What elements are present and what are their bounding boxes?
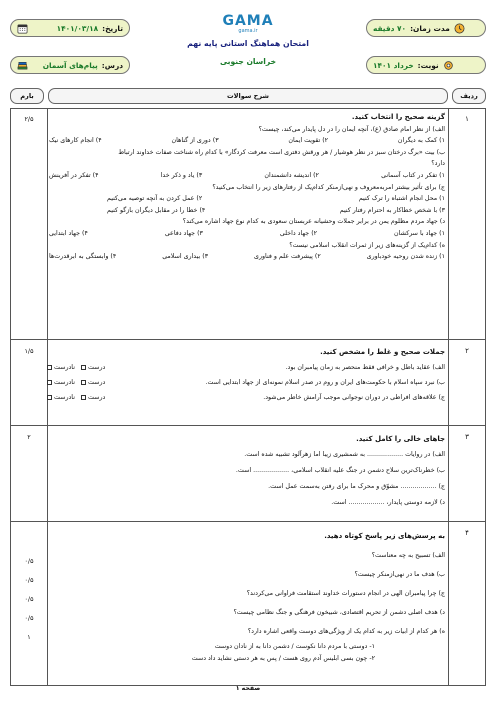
column-divider (448, 109, 449, 685)
question-title: جاهای خالی را کامل کنید. (356, 435, 445, 443)
false-label: نادرست (54, 394, 75, 401)
checkbox-icon[interactable] (47, 380, 52, 385)
session-value: خرداد ۱۴۰۱ (373, 60, 414, 70)
question-score: ۲ (27, 433, 31, 441)
option[interactable]: ۱) محل انجام اشتباه را ترک کنیم (358, 195, 445, 203)
date-label: تاریخ: (102, 23, 123, 33)
false-choice[interactable] (47, 360, 75, 375)
logo-subtext: gama.ir (238, 28, 258, 34)
true-label: درست (87, 364, 106, 371)
col-row-header: ردیف (452, 88, 486, 104)
short-answer-item[interactable]: د) هدف اصلی دشمن از تحریم اقتصادی، شبیخون فرهنگی و جنگ نظامی چیست؟ (233, 609, 445, 616)
true-choice[interactable] (81, 360, 105, 375)
question-score: ۰/۵ (24, 557, 34, 565)
option[interactable]: ۱) زنده شدن روحیه خودباوری (366, 253, 445, 261)
question-stem-continued: دارد؟ (431, 160, 445, 168)
options-row (47, 251, 445, 263)
checkbox-icon[interactable] (81, 395, 86, 400)
questions-table (10, 108, 486, 686)
options-row (47, 205, 445, 217)
true-false-item (47, 375, 445, 390)
question-score: ۱/۵ (24, 347, 34, 355)
col-score-header: بارم (10, 88, 44, 104)
option[interactable]: ۱) تفکر در کتاب آسمانی (381, 171, 445, 179)
question-number: ۳ (465, 433, 469, 441)
option[interactable]: ۳) جهاد دفاعی (164, 229, 203, 237)
question-number: ۴ (465, 529, 469, 537)
answer-choices (47, 375, 105, 390)
calendar-icon (17, 23, 28, 34)
session-label: نوبت: (417, 60, 439, 70)
checkbox-icon[interactable] (81, 365, 86, 370)
fill-blank-item[interactable]: د) لازمه دوستی پایدار، .................. است. (331, 499, 445, 506)
question-number: ۲ (465, 347, 469, 355)
short-answer-item[interactable]: ب) هدف ما در نهی‌ازمنکر چیست؟ (354, 571, 445, 578)
false-label: نادرست (54, 379, 75, 386)
fill-blank-item[interactable]: ب) خطرناک‌ترین سلاح دشمن در جنگ علیه انقلاب اسلامی، .................. است. (235, 467, 445, 474)
true-choice[interactable] (81, 375, 105, 390)
option[interactable]: ۲) جهاد داخلی (279, 229, 318, 237)
option[interactable]: ۴) وابستگی به ابرقدرت‌ها (49, 253, 117, 261)
true-choice[interactable] (81, 390, 105, 405)
short-answer-item[interactable]: الف) تسبیح به چه معناست؟ (371, 552, 445, 559)
gear-icon (443, 60, 454, 71)
question-3 (47, 431, 445, 511)
statement: ب) نبرد سپاه اسلام با حکومت‌های ایران و روم در صدر اسلام نمونه‌ای از جهاد ابتدایی است. (205, 379, 445, 386)
statement: ج) علاقه‌های افراطی در دوران نوجوانی موجب آرامش خاطر می‌شود. (263, 394, 445, 401)
row-divider (11, 339, 485, 340)
short-answer-item[interactable]: ج) چرا پیامبران الهی در انجام دستورات خداوند استقامت فراوانی می‌کردند؟ (246, 590, 445, 597)
verse: ۱- دوستی با مردم دانا نکوست / دشمن دانا به از نادان دوست (214, 643, 375, 650)
question-score: ۲/۵ (24, 115, 34, 123)
option[interactable]: ۴) انجام کارهای نیک (49, 137, 102, 145)
option[interactable]: ۱) کمک به دیگران (397, 137, 445, 145)
question-score: ۰/۵ (24, 595, 34, 603)
fill-blank-item[interactable]: الف) در روایات .................. به شمشیری زیبا اما زهرآلود تشبیه شده است. (244, 451, 445, 458)
table-header (10, 88, 486, 104)
true-label: درست (87, 379, 106, 386)
options-row (47, 135, 445, 147)
session-box (366, 56, 486, 74)
duration-value: ۷۰ دقیقه (373, 23, 407, 33)
subject-value: پیام‌های آسمان (42, 60, 98, 70)
duration-box (366, 19, 486, 37)
options-row (47, 193, 445, 205)
checkbox-icon[interactable] (47, 365, 52, 370)
question-4 (47, 527, 445, 665)
col-questions-header: شرح سوالات (48, 88, 448, 104)
verse: ۲- چون بسی ابلیس آدم روی هست / پس به هر دستی نشاید داد دست (191, 655, 375, 662)
option[interactable]: ۱) جهاد با سرکشان (394, 229, 445, 237)
answer-choices (47, 360, 105, 375)
row-divider (11, 521, 485, 522)
subject-box (10, 56, 130, 74)
option[interactable]: ۲) عمل کردن به آنچه توصیه می‌کنیم (107, 195, 203, 203)
row-divider (11, 425, 485, 426)
checkbox-icon[interactable] (81, 380, 86, 385)
gama-logo (196, 14, 300, 36)
false-choice[interactable] (47, 375, 75, 390)
question-1 (47, 112, 445, 263)
true-false-item (47, 390, 445, 405)
option[interactable]: ۳) دوری از گناهان (171, 137, 219, 145)
option[interactable]: ۳) با شخص خطاکار به احترام رفتار کنیم (339, 206, 445, 214)
clock-icon (454, 23, 465, 34)
fill-blank-item[interactable]: ج) .................. مشوّق و محرک ما برای رفتن به‌سمت عمل است. (268, 483, 445, 490)
date-value: ۱۴۰۱/۰۳/۱۸ (56, 23, 99, 33)
subject-label: درس: (101, 60, 123, 70)
question-score: ۱ (27, 633, 31, 641)
true-label: درست (87, 394, 106, 401)
option[interactable]: ۲) اندیشه دانشمندان (264, 171, 319, 179)
statement: الف) عقاید باطل و خرافی فقط منحصر به زمان پیامبران بود. (285, 364, 445, 371)
false-choice[interactable] (47, 390, 75, 405)
question-stem: د) جهاد مردم مظلوم یمن در برابر جملات وحشیانه عربستان سعودی به کدام نوع جهاد اشاره می‌کند؟ (182, 218, 445, 226)
option[interactable]: ۴) خطا را در مقابل دیگران بازگو کنیم (107, 206, 206, 214)
option[interactable]: ۳) بیداری اسلامی (162, 253, 209, 261)
options-row (47, 228, 445, 240)
answer-choices (47, 390, 105, 405)
question-stem: الف) از نظر امام صادق (ع)، آنچه ایمان را در دل پایدار می‌کند، چیست؟ (258, 125, 445, 133)
exam-header (10, 10, 486, 82)
duration-label: مدت زمان: (410, 23, 450, 33)
question-stem: ب) بیت «برگ درختان سبز در نظر هوشیار / هر ورقش دفتری است معرفت کردگار» با کدام راه شناخت صفات خداوند ارتباط (118, 148, 445, 156)
question-title: به پرسش‌های زیر پاسخ کوتاه دهید. (324, 532, 445, 540)
exam-title: امتحان هماهنگ استانی پایه نهم (187, 39, 309, 48)
question-score: ۰/۵ (24, 576, 34, 584)
question-number: ۱ (465, 115, 469, 123)
option[interactable]: ۴) جهاد ابتدایی (49, 229, 88, 237)
question-score: ۰/۵ (24, 614, 34, 622)
option[interactable]: ۲) پیشرفت علم و فناوری (254, 253, 321, 261)
books-icon (17, 60, 28, 71)
question-stem: ج) برای تأثیر بیشتر امربه‌معروف و نهی‌ازمنکر کدام‌یک از رفتارهای زیر را انتخاب می‌کنید؟ (212, 183, 445, 191)
question-stem: ه) کدام‌یک از گزینه‌های زیر از ثمرات انقلاب اسلامی نیست؟ (289, 241, 445, 249)
question-title: گزینه صحیح را انتخاب کنید. (351, 113, 445, 121)
question-title: جملات صحیح و غلط را مشخص کنید. (320, 348, 445, 356)
option[interactable]: ۲) تقویت ایمان (288, 137, 329, 145)
option[interactable]: ۳) یاد و ذکر خدا (160, 171, 203, 179)
true-false-item (47, 360, 445, 375)
short-answer-item[interactable]: ه) هر کدام از ابیات زیر به کدام یک از ویژگی‌های دوست واقعی اشاره دارد؟ (247, 628, 445, 635)
option[interactable]: ۴) تفکر در آفرینش (49, 171, 99, 179)
question-2 (47, 345, 445, 405)
options-row (47, 170, 445, 182)
checkbox-icon[interactable] (47, 395, 52, 400)
false-label: نادرست (54, 364, 75, 371)
exam-page (10, 10, 486, 694)
logo-text: GAMA (222, 13, 274, 29)
date-box (10, 19, 130, 37)
page-number: صفحه ۱ (235, 685, 261, 692)
exam-region: خراسان جنوبی (219, 57, 277, 66)
